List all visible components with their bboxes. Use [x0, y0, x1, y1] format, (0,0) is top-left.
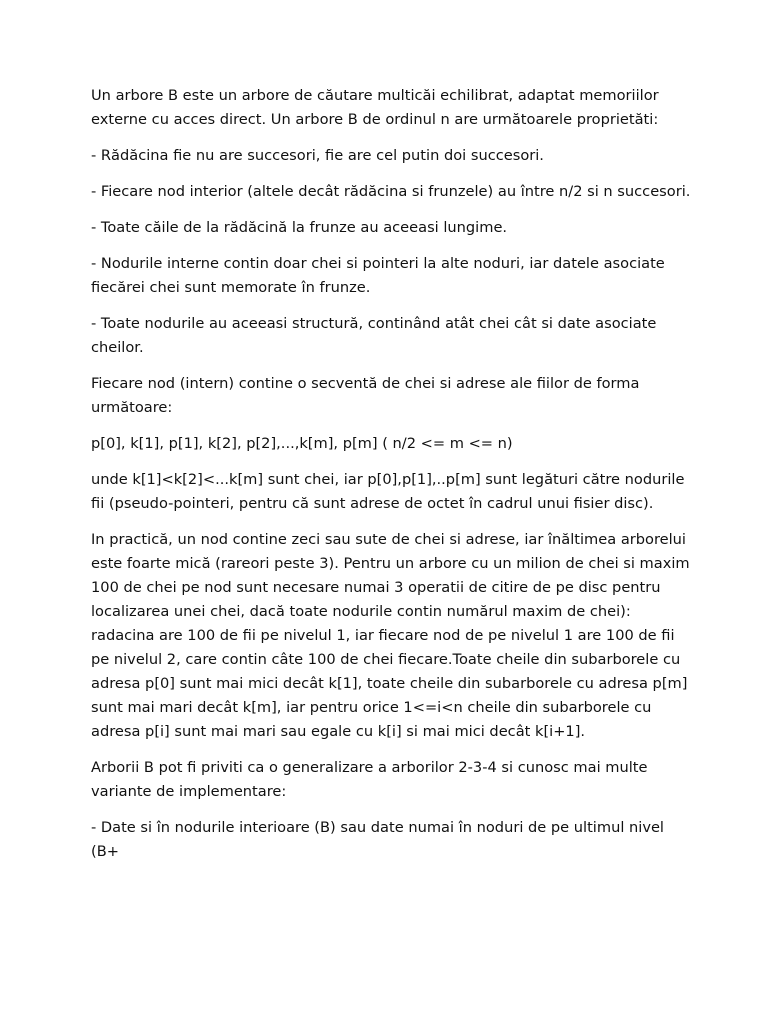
paragraph-generalization: Arborii B pot fi priviti ca o generalizare a arborilor 2-3-4 si cunosc mai multe variante de implementare: [91, 759, 648, 800]
document-page [91, 84, 691, 876]
paragraph-node-sequence: Fiecare nod (intern) contine o secventă de chei si adrese ale fiilor de forma următoare: [91, 375, 640, 416]
paragraph-internal-nodes-property: - Nodurile interne contin doar chei si pointeri la alte noduri, iar datele asociate fiecărei chei sunt memorate în frunze. [91, 255, 665, 296]
paragraph-root-property: - Rădăcina fie nu are succesori, fie are cel putin doi succesori. [91, 147, 544, 164]
paragraph-practice: In practică, un nod contine zeci sau sute de chei si adrese, iar înăltimea arborelui este foarte mică (rareori peste 3). Pentru un arbore cu un milion de chei si maxim 100 de chei pe nod sunt necesare numai 3 operatii de citire de pe disc pentru localizarea unei chei, dacă toate nodurile contin numărul maxim de chei): radacina are 100 de fii pe nivelul 1, iar fiecare nod de pe nivelul 1 are 100 de fii pe nivelul 2, care contin câte 100 de chei fiecare.Toate cheile din subarborele cu adresa p[0] sunt mai mici decât k[1], toate cheile din subarborele cu adresa p[m] sunt mai mari decât k[m], iar pentru orice 1<=i<n cheile din subarborele cu adresa p[i] sunt mai mari sau egale cu k[i] si mai mici decât k[i+1]. [91, 531, 690, 740]
paragraph-variants: - Date si în nodurile interioare (B) sau date numai în noduri de pe ultimul nivel (B+ [91, 819, 664, 860]
paragraph-keys-pointers: unde k[1]<k[2]<...k[m] sunt chei, iar p[0],p[1],..p[m] sunt legături către nodurile fii (pseudo-pointeri, pentru că sunt adrese de octet în cadrul unui fisier disc). [91, 471, 685, 512]
paragraph-structure-property: - Toate nodurile au aceeasi structură, continând atât chei cât si date asociate cheilor. [91, 315, 657, 356]
paragraph-path-length-property: - Toate căile de la rădăcină la frunze au aceeasi lungime. [91, 219, 508, 236]
paragraph-intro: Un arbore B este un arbore de căutare multicăi echilibrat, adaptat memoriilor externe cu acces direct. Un arbore B de ordinul n are următoarele proprietăti: [91, 87, 659, 128]
paragraph-interior-node-property: - Fiecare nod interior (altele decât rădăcina si frunzele) au între n/2 si n succesori. [91, 183, 691, 200]
paragraph-node-format: p[0], k[1], p[1], k[2], p[2],...,k[m], p[m] ( n/2 <= m <= n) [91, 435, 513, 452]
